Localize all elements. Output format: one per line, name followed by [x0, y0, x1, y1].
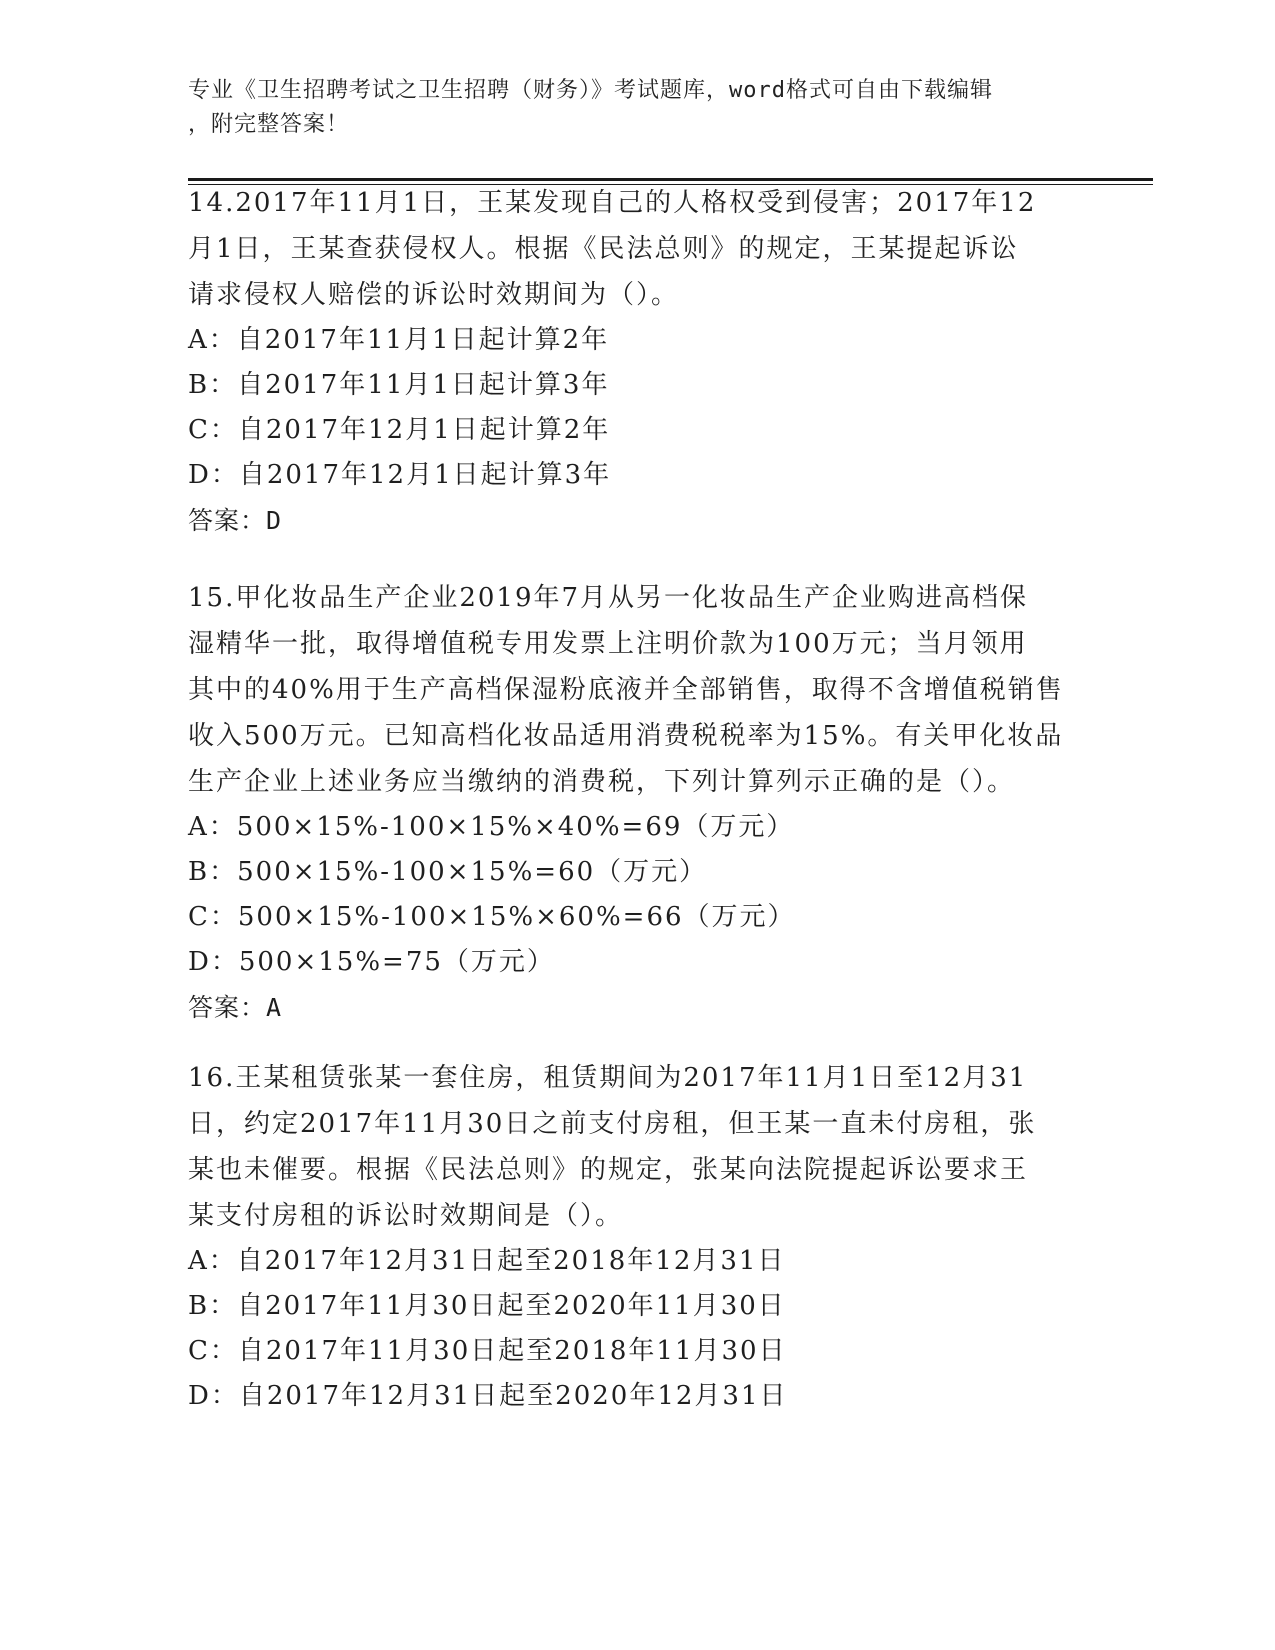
option-b: B：500×15%-100×15%=60（万元） [188, 857, 708, 887]
option-c: C：自2017年12月1日起计算2年 [188, 415, 611, 445]
header-line-1: 专业《卫生招聘考试之卫生招聘（财务）》考试题库，word格式可自由下载编辑 [188, 78, 993, 103]
option-a: A：自2017年12月31日起至2018年12月31日 [188, 1246, 786, 1276]
header-line-2: ，附完整答案！ [188, 112, 350, 137]
question-stem-line: 14.2017年11月1日，王某发现自己的人格权受到侵害；2017年12 [188, 188, 1037, 218]
question-stem-line: 月1日，王某查获侵权人。根据《民法总则》的规定，王某提起诉讼 [188, 234, 1019, 264]
option-b: B：自2017年11月1日起计算3年 [188, 370, 610, 400]
question-16 [188, 1055, 1088, 1419]
option-c: C：500×15%-100×15%×60%=66（万元） [188, 902, 796, 932]
question-stem-line: 生产企业上述业务应当缴纳的消费税，下列计算列示正确的是（）。 [188, 767, 1016, 797]
question-14 [188, 180, 1088, 544]
option-d: D：自2017年12月1日起计算3年 [188, 460, 612, 490]
question-stem-line: 收入500万元。已知高档化妆品适用消费税税率为15%。有关甲化妆品 [188, 721, 1064, 751]
answer-line [188, 498, 1088, 544]
option-d: D：500×15%=75（万元） [188, 947, 555, 977]
answer-value: D [266, 506, 283, 535]
answer-value: A [266, 993, 283, 1022]
option-d: D：自2017年12月31日起至2020年12月31日 [188, 1381, 788, 1411]
option-b: B：自2017年11月30日起至2020年11月30日 [188, 1291, 786, 1321]
question-stem-line: 某支付房租的诉讼时效期间是（）。 [188, 1201, 624, 1231]
question-stem-line: 请求侵权人赔偿的诉讼时效期间为（）。 [188, 280, 680, 310]
question-stem-line: 其中的40%用于生产高档保湿粉底液并全部销售，取得不含增值税销售 [188, 675, 1064, 705]
answer-line [188, 985, 1088, 1031]
document-header [188, 74, 1088, 142]
answer-label: 答案： [188, 993, 267, 1022]
option-a: A：自2017年11月1日起计算2年 [188, 325, 610, 355]
question-stem-line: 某也未催要。根据《民法总则》的规定，张某向法院提起诉讼要求王 [188, 1155, 1029, 1185]
option-c: C：自2017年11月30日起至2018年11月30日 [188, 1336, 787, 1366]
question-stem-line: 15.甲化妆品生产企业2019年7月从另一化妆品生产企业购进高档保 [188, 583, 1029, 613]
question-stem-line: 湿精华一批，取得增值税专用发票上注明价款为100万元；当月领用 [188, 629, 1028, 659]
option-a: A：500×15%-100×15%×40%=69（万元） [188, 812, 795, 842]
answer-label: 答案： [188, 506, 267, 535]
question-stem-line: 日，约定2017年11月30日之前支付房租，但王某一直未付房租，张 [188, 1109, 1037, 1139]
question-15 [188, 575, 1088, 1031]
question-stem-line: 16.王某租赁张某一套住房，租赁期间为2017年11月1日至12月31 [188, 1063, 1028, 1093]
